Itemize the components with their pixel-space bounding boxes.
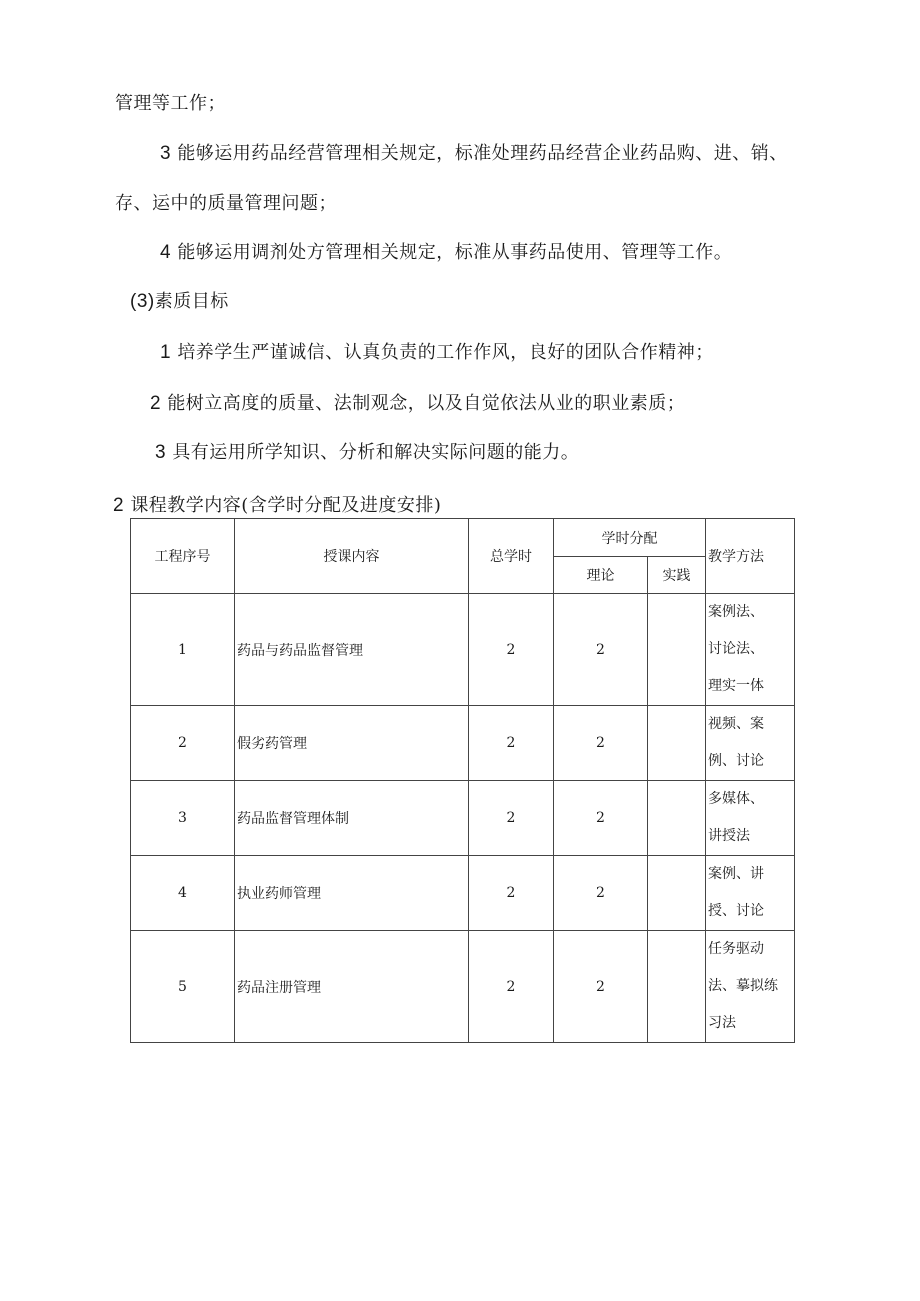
section-heading-course-content (113, 494, 441, 518)
cell-total: 2 (469, 706, 554, 781)
text-line: 培养学生严谨诚信、认真负责的工作作风，良好的团队合作精神； (177, 342, 714, 363)
paragraph-item-4 (160, 241, 732, 265)
table-row (131, 856, 795, 931)
table-row (131, 781, 795, 856)
cell-method (706, 781, 795, 856)
paragraph-text (115, 92, 226, 116)
method-line: 习法 (708, 1015, 736, 1031)
method-line: 多媒体、 (708, 791, 764, 807)
method-line: 法、摹拟练 (708, 978, 778, 994)
section-heading-quality-goals (130, 290, 229, 314)
text-line: 能树立高度的质量、法制观念，以及自觉依法从业的职业素质； (167, 393, 686, 414)
cell-seq: 2 (131, 706, 235, 781)
paragraph-item-2 (150, 392, 685, 416)
item-number: 3 (155, 442, 167, 463)
item-number: 1 (160, 342, 172, 363)
item-number: 3 (160, 143, 172, 164)
method-line: 视频、案 (708, 716, 764, 732)
item-number: 2 (150, 393, 162, 414)
cell-practice (648, 781, 706, 856)
text-line: 管理等工作； (115, 93, 226, 114)
section-number: 2 (113, 495, 125, 516)
method-line: 授、讨论 (708, 903, 764, 919)
method-line: 案例法、 (708, 604, 764, 620)
cell-total: 2 (469, 781, 554, 856)
header-practice: 实践 (648, 557, 706, 594)
cell-practice (648, 856, 706, 931)
header-allocation: 学时分配 (554, 519, 706, 557)
header-method: 教学方法 (706, 519, 795, 594)
text-line: 具有运用所学知识、分析和解决实际问题的能力。 (172, 442, 580, 463)
header-content: 授课内容 (235, 519, 469, 594)
cell-total: 2 (469, 594, 554, 706)
method-line: 讨论法、 (708, 641, 764, 657)
cell-method (706, 594, 795, 706)
section-number: (3) (130, 291, 155, 312)
table-row (131, 594, 795, 706)
cell-content: 药品监督管理体制 (235, 781, 469, 856)
cell-seq: 1 (131, 594, 235, 706)
cell-theory: 2 (554, 931, 648, 1043)
cell-method (706, 856, 795, 931)
cell-seq: 4 (131, 856, 235, 931)
method-line: 讲授法 (708, 828, 750, 844)
header-seq: 工程序号 (131, 519, 235, 594)
cell-method (706, 706, 795, 781)
cell-content: 药品注册管理 (235, 931, 469, 1043)
cell-seq: 3 (131, 781, 235, 856)
cell-theory: 2 (554, 706, 648, 781)
cell-seq: 5 (131, 931, 235, 1043)
section-title: 素质目标 (154, 291, 229, 312)
text-line: 能够运用调剂处方管理相关规定，标准从事药品使用、管理等工作。 (177, 242, 733, 263)
table-header-row (131, 519, 795, 557)
header-total: 总学时 (469, 519, 554, 594)
cell-theory: 2 (554, 856, 648, 931)
table-row (131, 706, 795, 781)
cell-practice (648, 594, 706, 706)
method-line: 任务驱动 (708, 941, 764, 957)
cell-content: 药品与药品监督管理 (235, 594, 469, 706)
table-row (131, 931, 795, 1043)
item-number: 4 (160, 242, 172, 263)
method-line: 理实一体 (708, 678, 764, 694)
course-schedule-table (130, 518, 795, 1043)
method-line: 例、讨论 (708, 753, 764, 769)
paragraph-item-3b (155, 441, 579, 465)
cell-content: 执业药师管理 (235, 856, 469, 931)
cell-practice (648, 706, 706, 781)
cell-practice (648, 931, 706, 1043)
cell-total: 2 (469, 856, 554, 931)
cell-content: 假劣药管理 (235, 706, 469, 781)
method-line: 案例、讲 (708, 866, 764, 882)
paragraph-item-3 (160, 142, 788, 166)
paragraph-text (115, 192, 337, 216)
section-title: 课程教学内容(含学时分配及进度安排) (130, 495, 442, 516)
cell-theory: 2 (554, 594, 648, 706)
cell-theory: 2 (554, 781, 648, 856)
text-line: 能够运用药品经营管理相关规定，标准处理药品经营企业药品购、进、销、 (177, 143, 788, 164)
cell-method (706, 931, 795, 1043)
header-theory: 理论 (554, 557, 648, 594)
cell-total: 2 (469, 931, 554, 1043)
text-line: 存、运中的质量管理问题； (115, 193, 337, 214)
paragraph-item-1 (160, 341, 714, 365)
